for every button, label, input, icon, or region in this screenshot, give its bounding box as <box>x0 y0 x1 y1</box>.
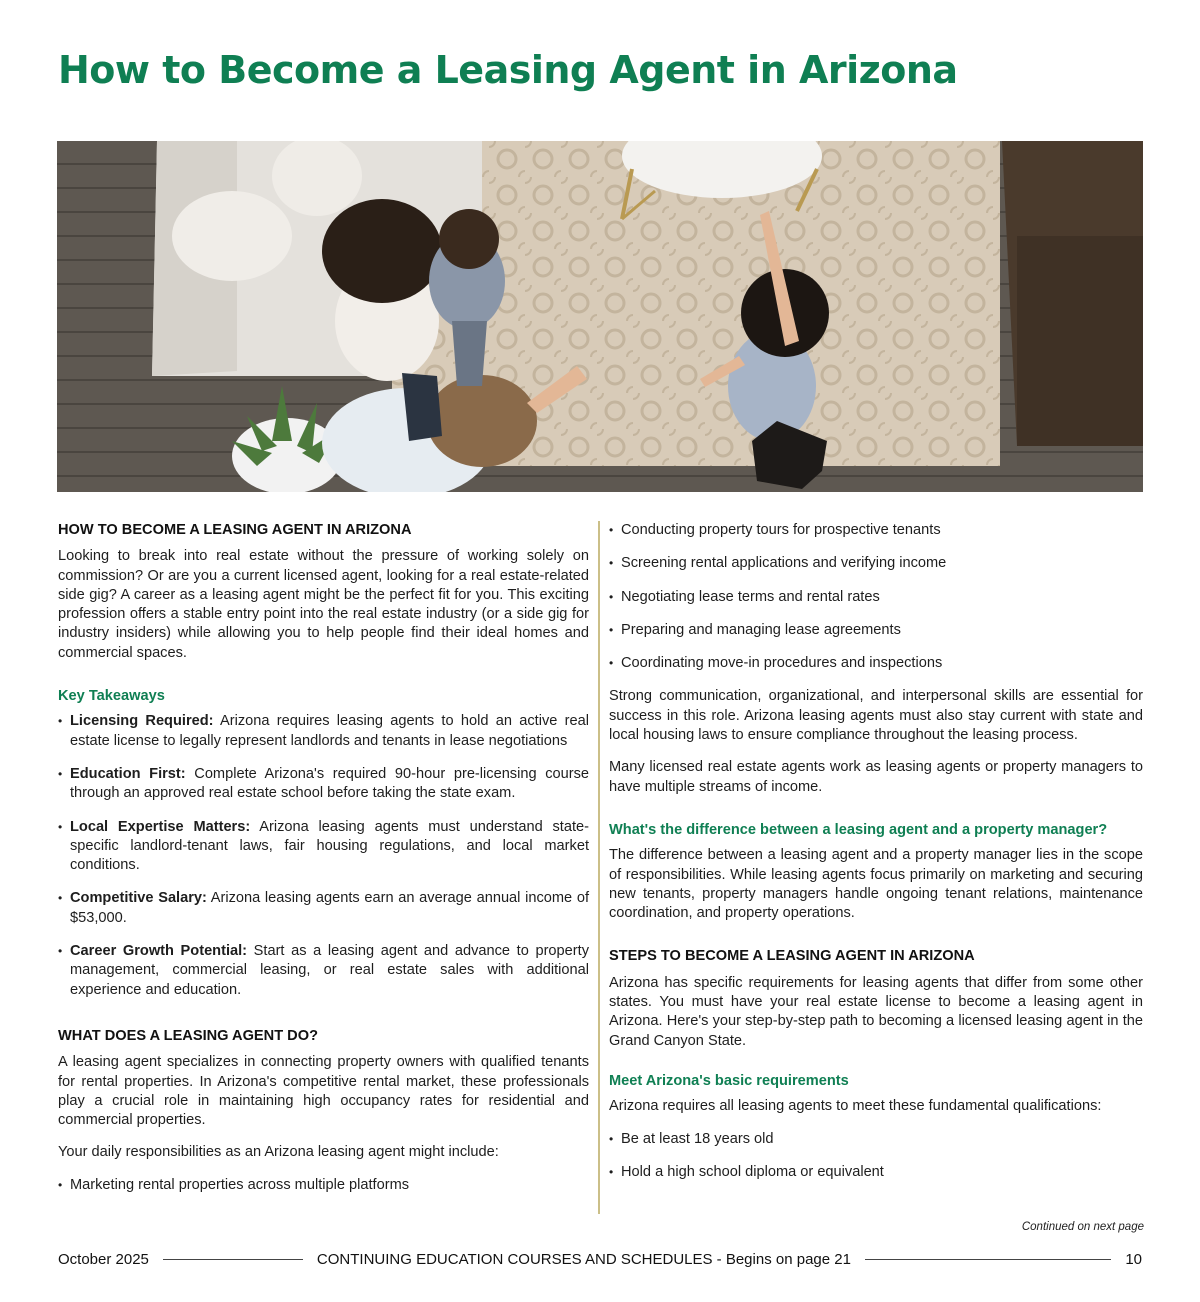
responsibilities-list-cont <box>609 521 1143 673</box>
list-item: • Conducting property tours for prospective tenants <box>609 521 1143 540</box>
list-item: • Coordinating move-in procedures and inspections <box>609 654 1143 673</box>
takeaway-label: Education First: <box>70 765 186 782</box>
section-heading-steps: STEPS TO BECOME A LEASING AGENT IN ARIZONA <box>609 948 975 965</box>
right-column <box>609 521 1143 1196</box>
list-item: • Screening rental applications and verifying income <box>609 554 1143 573</box>
photo-leasing-agent-showing-apartment-icon <box>57 141 1143 492</box>
continued-note: Continued on next page <box>1021 1221 1144 1233</box>
takeaway-text: Complete Arizona's required 90-hour pre-licensing course through an approved real estate school before taking the state exam. <box>70 765 590 802</box>
page-footer <box>58 1249 1142 1269</box>
key-takeaways-heading: Key Takeaways <box>58 688 165 705</box>
takeaway-text: Arizona requires leasing agents to hold an active real estate license to legally represent landlords and tenants in lease negotiations <box>70 713 589 749</box>
takeaway-label: Competitive Salary: <box>70 890 207 907</box>
list-item <box>58 712 589 751</box>
what-paragraph-1: A leasing agent specializes in connecting property owners with qualified tenants for rental properties. In Arizona's competitive rental market, these professionals play a crucial role in maintaining high occupancy rates for residential and commercial properties. <box>58 1054 589 1129</box>
basic-requirements-paragraph: Arizona requires all leasing agents to meet these fundamental qualifications: <box>609 1098 1102 1115</box>
difference-heading: What's the difference between a leasing agent and a property manager? <box>609 821 1108 838</box>
list-item <box>58 765 589 804</box>
list-item: • Be at least 18 years old <box>609 1130 1143 1149</box>
takeaway-text: Arizona leasing agents must understand state-specific landlord-tenant laws, fair housing regulations, and local market conditions. <box>70 818 589 874</box>
section-heading-what-does: WHAT DOES A LEASING AGENT DO? <box>58 1027 318 1044</box>
skills-paragraph: Strong communication, organizational, and interpersonal skills are essential for success in this role. Arizona leasing agents must also stay current with state and local housing laws to ensure compliance throughout the leasing process. <box>609 688 1143 744</box>
list-item <box>58 818 589 876</box>
list-item <box>58 942 589 1000</box>
list-item: • Marketing rental properties across multiple platforms <box>58 1176 589 1195</box>
footer-center-text: CONTINUING EDUCATION COURSES AND SCHEDULES - Begins on page 21 <box>316 1250 851 1268</box>
list-item <box>58 889 589 928</box>
streams-paragraph: Many licensed real estate agents work as leasing agents or property managers to have multiple streams of income. <box>609 759 1143 795</box>
list-item: • Hold a high school diploma or equivalent <box>609 1163 1143 1182</box>
column-divider <box>598 521 600 1214</box>
takeaway-text: Arizona leasing agents earn an average annual income of $53,000. <box>70 890 589 926</box>
page-title: How to Become a Leasing Agent in Arizona <box>58 48 958 92</box>
footer-rule <box>163 1259 303 1260</box>
basic-requirements-heading: Meet Arizona's basic requirements <box>609 1072 849 1089</box>
difference-paragraph: The difference between a leasing agent and a property manager lies in the scope of responsibilities. While leasing agents focus primarily on marketing and securing new tenants, property managers handle ongoing tenant relations, maintenance coordination, and property operations. <box>609 847 1143 922</box>
takeaway-label: Career Growth Potential: <box>70 943 248 960</box>
takeaway-label: Local Expertise Matters: <box>70 818 251 835</box>
page-number: 10 <box>1125 1250 1142 1268</box>
what-paragraph-2: Your daily responsibilities as an Arizona leasing agent might include: <box>58 1144 499 1161</box>
takeaway-text: Start as a leasing agent and advance to property management, commercial leasing, or real estate sales with additional experience and education. <box>70 943 589 998</box>
list-item: • Negotiating lease terms and rental rates <box>609 588 1143 607</box>
steps-paragraph: Arizona has specific requirements for leasing agents that differ from some other states. You must have your real estate license to become a leasing agent in Arizona. Here's your step-by-step path to becoming a licensed leasing agent in the Grand Canyon State. <box>609 974 1143 1049</box>
left-column <box>58 521 589 1209</box>
takeaway-label: Licensing Required: <box>70 713 214 730</box>
intro-paragraph: Looking to break into real estate without the pressure of working solely on commission? Or are you a current licensed agent, looking for a real estate-related side gig? A career as a leasing agent might be the perfect fit for you. This exciting profession offers a stable entry point into the real estate industry (or a side gig for industry insiders) while allowing you to help people find their ideal homes and commercial spaces. <box>58 548 589 661</box>
responsibilities-list-start <box>58 1176 589 1195</box>
hero-photo <box>57 141 1143 492</box>
section-heading-how-to: HOW TO BECOME A LEASING AGENT IN ARIZONA <box>58 522 412 538</box>
footer-rule <box>865 1259 1111 1260</box>
footer-date: October 2025 <box>58 1250 149 1268</box>
list-item: • Preparing and managing lease agreements <box>609 621 1143 640</box>
key-takeaways-list <box>58 712 589 1000</box>
requirements-list <box>609 1130 1143 1183</box>
